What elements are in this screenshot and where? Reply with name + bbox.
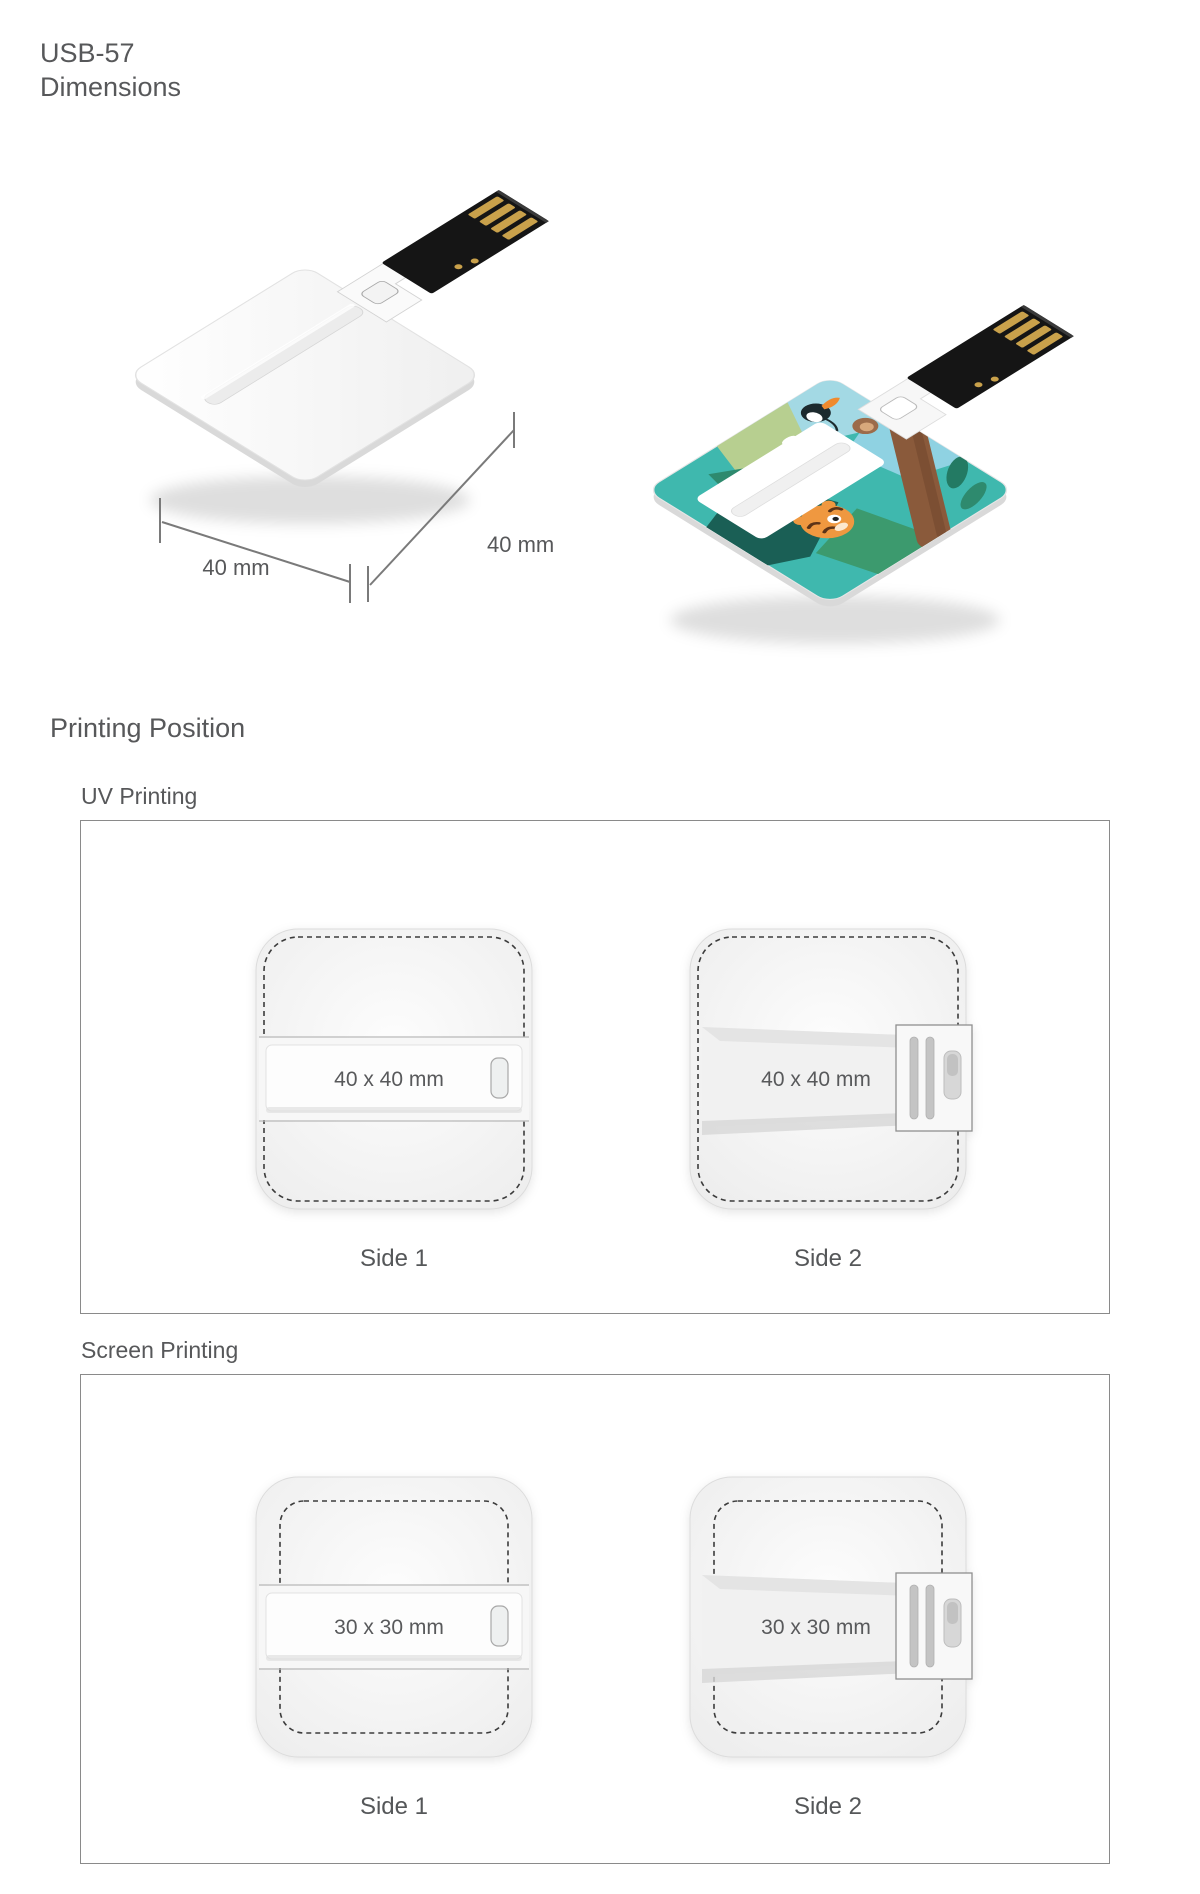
grip-bar	[910, 1037, 918, 1119]
usb-connector	[906, 305, 1074, 409]
usb-card-blank-image	[30, 170, 610, 640]
connector-module	[896, 1025, 972, 1131]
grip-bar	[926, 1585, 934, 1667]
card-face	[128, 239, 524, 485]
slider-slot	[491, 1606, 508, 1646]
slider-slot	[491, 1058, 508, 1098]
card-front-side1-image	[244, 919, 544, 1219]
side2-caption: Side 2	[793, 1245, 863, 1272]
printed-card-face	[646, 351, 1053, 604]
uv-side2-figure	[678, 919, 978, 1273]
card-front-side1-image	[244, 1467, 544, 1767]
side2-caption: Side 2	[793, 1793, 863, 1820]
grip-bar	[910, 1585, 918, 1667]
screen-printing-box	[80, 1374, 1110, 1864]
side1-caption: Side 1	[359, 1245, 429, 1272]
product-subtitle: Dimensions	[40, 72, 182, 102]
print-area-size-label: 40 x 40 mm	[761, 1068, 871, 1091]
usb-connector	[381, 190, 549, 294]
screen-side2-figure	[678, 1467, 978, 1821]
print-area-size-label: 30 x 30 mm	[334, 1616, 444, 1639]
dimension-depth-label: 40 mm	[487, 532, 555, 557]
dimension-width-label: 40 mm	[202, 555, 270, 580]
connector-module	[896, 1573, 972, 1679]
grip-bar	[926, 1037, 934, 1119]
uv-printing-box	[80, 820, 1110, 1314]
dimensions-figure	[0, 160, 1200, 680]
screen-side1-figure	[244, 1467, 544, 1821]
usb-card-printed-image	[540, 190, 1120, 670]
screen-printing-label: Screen Printing	[81, 1337, 239, 1363]
product-title: USB-57	[40, 38, 135, 68]
card-front-side2-image	[678, 919, 978, 1219]
side1-caption: Side 1	[359, 1793, 429, 1820]
card-front-side2-image	[678, 1467, 978, 1767]
printing-position-heading: Printing Position	[50, 713, 246, 743]
print-area-size-label: 30 x 30 mm	[761, 1616, 871, 1639]
uv-printing-label: UV Printing	[81, 783, 198, 809]
uv-side1-figure	[244, 919, 544, 1273]
print-area-size-label: 40 x 40 mm	[334, 1068, 444, 1091]
